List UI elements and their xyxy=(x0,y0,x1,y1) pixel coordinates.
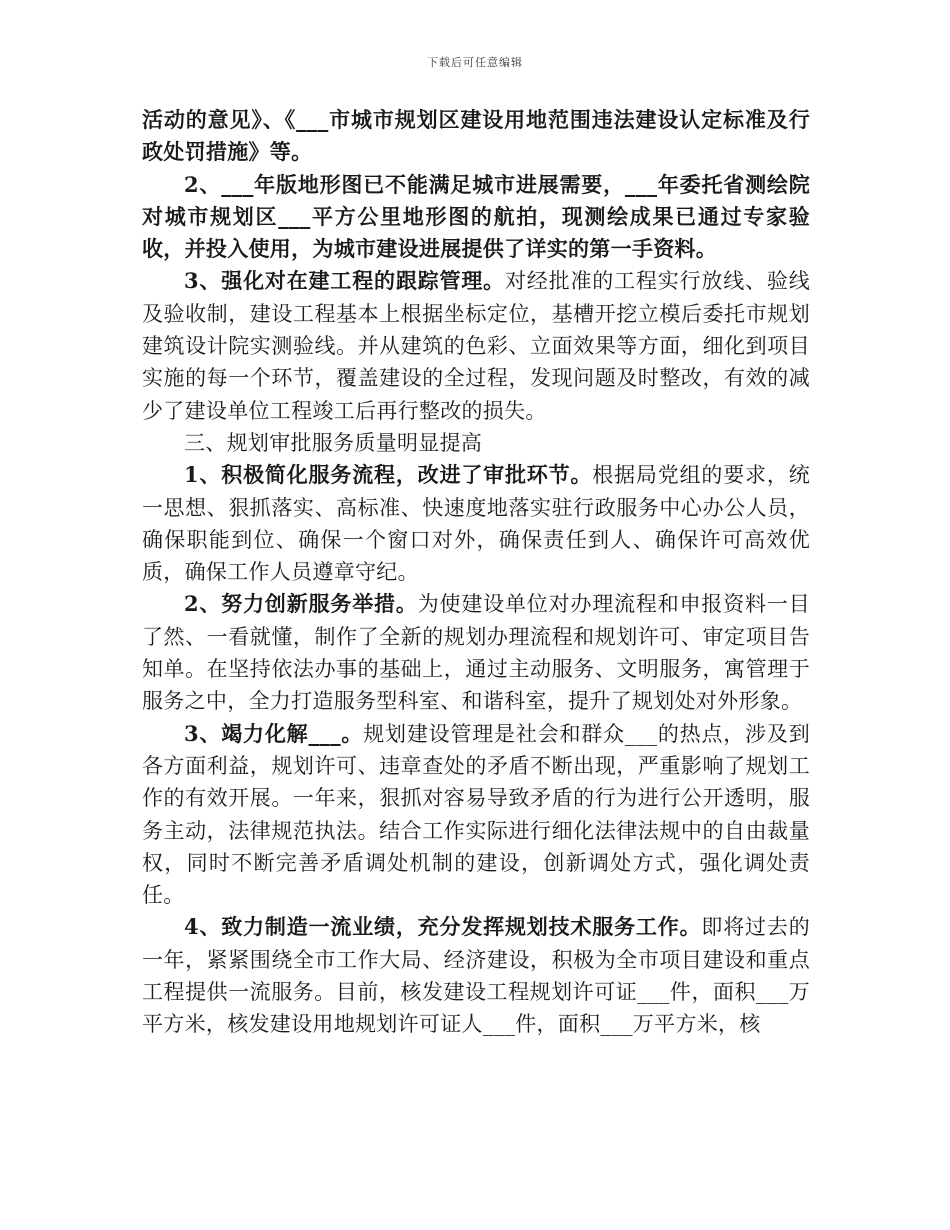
page-header-note: 下载后可任意编辑 xyxy=(427,56,523,69)
paragraph-8-body: 即将过去的一年，紧紧围绕全市工作大局、经济建设，积极为全市项目建设和重点工程提供一流服务。目前，核发建设工程规划许可证___件，面积___万平方米，核发建设用地规划许可证人___件，面积___万平方米，核 xyxy=(142,915,811,1037)
document-body xyxy=(142,104,810,1041)
section-heading-3-text: 三、规划审批服务质量明显提高 xyxy=(184,430,483,455)
section-heading-3 xyxy=(142,427,810,459)
paragraph-7-body: 规划建设管理是社会和群众___的热点，涉及到各方面利益，规划许可、违章查处的矛盾不断出现，严重影响了规划工作的有效开展。一年来，狠抓对容易导致矛盾的行为进行公开透明，服务主动，法律规范执法。结合工作实际进行细化法律法规中的自由裁量权，同时不断完善矛盾调处机制的建设，创新调处方式，强化调处责任。 xyxy=(142,721,810,908)
paragraph-7 xyxy=(142,718,810,912)
paragraph-7-lead: 3、竭力化解___。 xyxy=(184,720,364,746)
paragraph-6-body: 为使建设单位对办理流程和申报资料一目了然、一看就懂，制作了全新的规划办理流程和规划许可、审定项目告知单。在坚持依法办事的基础上，通过主动服务、文明服务，寓管理于服务之中，全力打造服务型科室、和谐科室，提升了规划处对外形象。 xyxy=(142,592,810,714)
paragraph-3-lead: 3、强化对在建工程的跟踪管理。 xyxy=(184,268,505,294)
paragraph-6 xyxy=(142,588,810,717)
paragraph-5 xyxy=(142,459,810,588)
paragraph-5-lead: 1、积极简化服务流程，改进了审批环节。 xyxy=(184,462,593,488)
paragraph-1 xyxy=(142,104,810,169)
paragraph-6-lead: 2、努力创新服务举措。 xyxy=(184,591,418,617)
paragraph-3 xyxy=(142,265,810,426)
paragraph-8 xyxy=(142,911,810,1040)
paragraph-2 xyxy=(142,169,810,266)
paragraph-8-lead: 4、致力制造一流业绩，充分发挥规划技术服务工作。 xyxy=(184,914,702,940)
paragraph-1-lead: 活动的意见》、《___市城市规划区建设用地范围违法建设认定标准及行政处罚措施》等。 xyxy=(142,107,810,165)
paragraph-5-body: 根据局党组的要求，统一思想、狠抓落实、高标准、快速度地落实驻行政服务中心办公人员，确保职能到位、确保一个窗口对外，确保责任到人、确保许可高效优质，确保工作人员遵章守纪。 xyxy=(142,463,811,585)
paragraph-2-lead: 2、___年版地形图已不能满足城市进展需要，___年委托省测绘院对城市规划区___平方公里地形图的航拍，现测绘成果已通过专家验收，并投入使用，为城市建设进展提供了详实的第一手资料。 xyxy=(142,171,810,262)
paragraph-3-body: 对经批准的工程实行放线、验线及验收制，建设工程基本上根据坐标定位，基槽开挖立模后委托市规划建筑设计院实测验线。并从建筑的色彩、立面效果等方面，细化到项目实施的每一个环节，覆盖建设的全过程，发现问题及时整改，有效的减少了建设单位工程竣工后再行整改的损失。 xyxy=(142,269,810,423)
